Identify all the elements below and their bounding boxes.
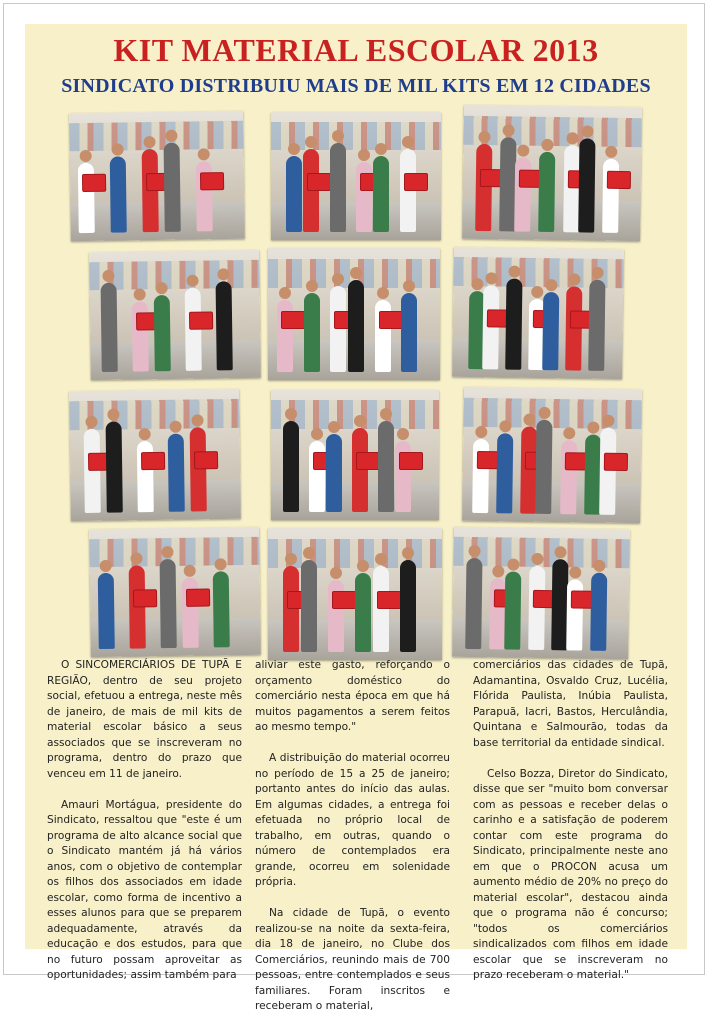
red-kit-box <box>189 312 213 330</box>
event-photo <box>271 112 441 240</box>
photo-person <box>330 143 346 233</box>
photo-background <box>69 121 243 152</box>
photo-person <box>98 572 115 649</box>
photo-person <box>164 142 181 232</box>
photo-person <box>304 293 320 372</box>
photo-person <box>348 280 364 372</box>
photo-person <box>536 420 553 514</box>
event-photo <box>462 105 642 241</box>
paragraph: Celso Bozza, Diretor do Sindicato, disse que ser "muito bom conversar com as pessoas e receber delas o carinho e a satisfação de poderem contar com este programa do Sindicato, principalmente neste ano em que o PROCON acusa um aumento médio de 20% no preço do material escolar", destacou ainda que o programa não é concurso; "todos os comerciários sindicalizados com filhos em idade escolar que se inscreveram no prazo receberam o material." <box>473 767 668 981</box>
article-column-1 <box>47 658 242 999</box>
photo-person <box>330 286 346 372</box>
photo-person <box>401 293 417 372</box>
photo-person <box>101 283 118 373</box>
photo-person <box>496 433 513 514</box>
photo-person <box>560 440 577 514</box>
photo-person <box>590 573 607 651</box>
red-kit-box <box>379 311 403 329</box>
red-kit-box <box>186 589 210 607</box>
photo-person <box>514 158 531 232</box>
red-kit-box <box>377 591 401 609</box>
photo-person <box>578 139 595 233</box>
paragraph: A distribuição do material ocorreu no período de 15 a 25 de janeiro; portanto antes do início das aulas. Em algumas cidades, a entrega foi efetuada no próprio local de trabalho, em outras, quando o número de contemplados era grande, ocorreu em solenidade própria. <box>255 752 450 888</box>
photo-person <box>213 571 230 648</box>
page-subtitle: SINDICATO DISTRIBUIU MAIS DE MIL KITS EM 12 CIDADES <box>61 75 651 97</box>
event-photo <box>89 527 261 657</box>
event-photo <box>462 387 642 523</box>
photo-person <box>599 428 616 515</box>
photo-person <box>326 434 342 512</box>
paragraph: O SINCOMERCIÁRIOS DE TUPÃ E REGIÃO, dentro de seu projeto social, efetuou a entrega, neste mês de janeiro, de mais de mil kits de material escolar básico a seus associados que se inscreveram no programa, dentro do prazo que venceu em 11 de janeiro. <box>47 659 242 780</box>
event-photo <box>271 390 439 520</box>
red-kit-box <box>399 452 423 470</box>
red-kit-box <box>82 174 106 192</box>
photo-person <box>588 280 605 371</box>
red-kit-box <box>281 311 305 329</box>
event-photo <box>452 527 630 659</box>
photo-person <box>373 566 389 652</box>
photo-person <box>286 156 302 233</box>
photo-person <box>355 573 371 652</box>
photo-person <box>110 156 127 233</box>
event-photo <box>89 250 261 380</box>
red-kit-box <box>133 590 157 608</box>
paragraph: Na cidade de Tupã, o evento realizou-se na noite da sexta-feira, dia 18 de janeiro, no Clube dos Comerciários, reunindo mais de 700 pessoas, entre contemplados e seus familiares. Foram inscritos e receberam o material, <box>255 907 450 1012</box>
article-column-3 <box>473 658 668 999</box>
event-photo <box>268 528 442 660</box>
photo-person <box>283 566 299 652</box>
photo-person <box>475 144 492 231</box>
photo-person <box>301 560 317 652</box>
photo-person <box>542 292 559 370</box>
red-kit-box <box>200 172 224 190</box>
red-kit-box <box>332 591 356 609</box>
red-kit-box <box>356 452 380 470</box>
photo-person <box>154 295 171 372</box>
red-kit-box <box>194 452 218 470</box>
photo-person <box>566 579 583 651</box>
red-kit-box <box>307 173 331 191</box>
photo-person <box>283 421 299 512</box>
photo-background <box>463 397 641 429</box>
photo-person <box>505 279 522 370</box>
red-kit-box <box>141 452 165 470</box>
photo-person <box>168 434 185 512</box>
red-kit-box <box>607 171 631 189</box>
event-photo <box>268 248 440 380</box>
paragraph: aliviar este gasto, reforçando o orçamento doméstico do comerciário nesta época em que há muitos pagamentos a serem feitos ao mesmo tempo." <box>255 659 450 733</box>
photo-person <box>160 559 177 649</box>
paragraph: Amauri Mortágua, presidente do Sindicato, ressaltou que "este é um programa de alto alcance social que o Sindicato mantém já há vários anos, com o objetivo de contemplar os filhos dos associados em idade escolar, como forma de incentivo a esses alunos para que se preparem adequadamente, através da educação e dos estudos, para que no futuro possam aproveitar as oportunidades; assim também para <box>47 798 242 981</box>
photo-person <box>472 439 489 513</box>
article-column-2 <box>255 658 450 1030</box>
photo-person <box>373 156 389 233</box>
paragraph: comerciários das cidades de Tupã, Adamantina, Osvaldo Cruz, Lucélia, Flórida Paulista, Inúbia Paulista, Parapuã, Iacri, Bastos, Herculândia, Quintana e Salmourão, todas da base territorial da entidade sindical. <box>473 659 668 749</box>
photo-person <box>400 560 416 652</box>
event-photo <box>69 389 241 521</box>
photo-person <box>106 422 123 513</box>
event-photo <box>69 111 245 241</box>
photo-person <box>216 281 233 371</box>
photo-person <box>378 421 394 512</box>
photo-person <box>465 558 482 649</box>
photo-person <box>504 572 521 650</box>
red-kit-box <box>604 453 628 471</box>
photo-person <box>602 159 619 233</box>
page-title: KIT MATERIAL ESCOLAR 2013 <box>113 32 599 68</box>
photo-person <box>539 151 556 232</box>
event-photo <box>452 247 624 379</box>
red-kit-box <box>404 173 428 191</box>
